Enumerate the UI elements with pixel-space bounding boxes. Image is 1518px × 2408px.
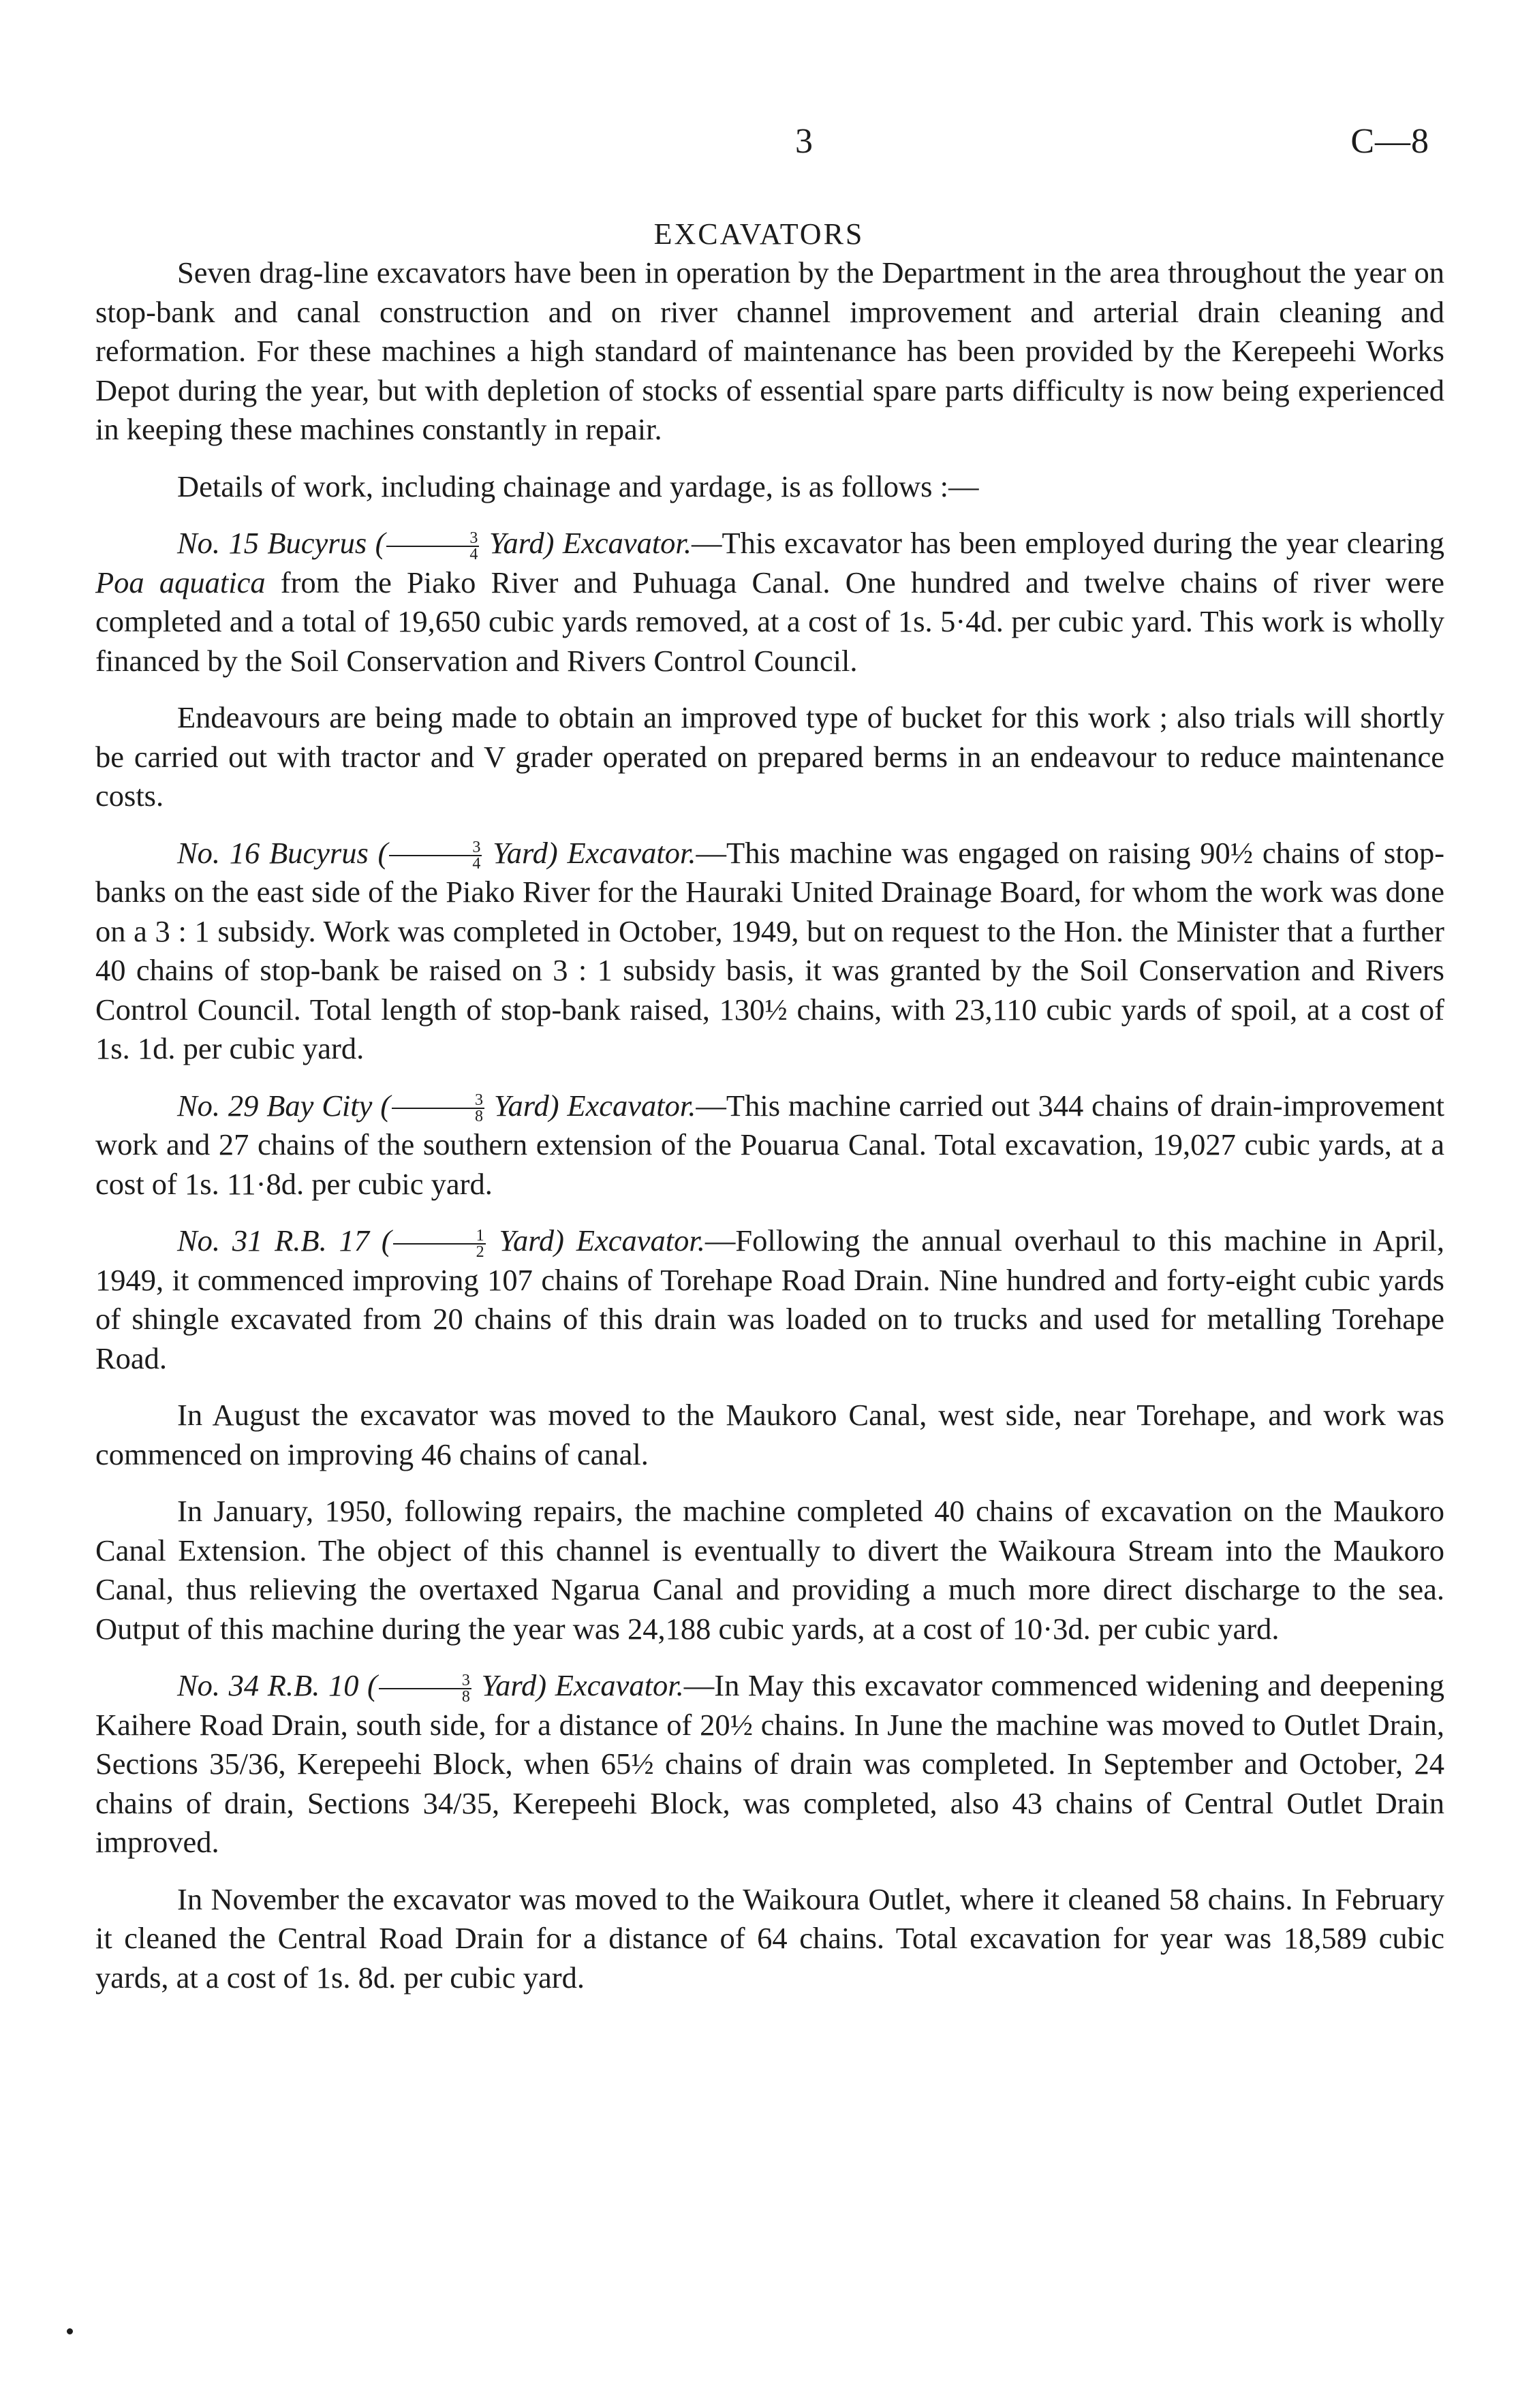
title-text: No. 29 Bay City ( (177, 1088, 391, 1123)
paragraph-text: from the Piako River and Puhuaga Canal. One hundred and twelve chains of river were completed and a total of 19,650 cubic yards removed, at a cost of 1s. 5·4d. per cubic yard. This work is wholly financed by the Soil Conservation and Rivers Control Council. (95, 565, 1444, 678)
fraction (393, 1228, 486, 1260)
fraction-denominator: 8 (461, 1687, 470, 1706)
paragraph-text: —This machine was engaged on raising 90½ chains of stop-banks on the east side of the Piako River for the Hauraki United Drainage Board, for whom the work was done on a 3 : 1 subsidy. Work was completed in October, 1949, but on request to the Hon. the Minister that a further 40 chains of stop-bank be raised on 3 : 1 subsidy basis, it was granted by the Soil Conservation and Rivers Control Council. Total length of stop-bank raised, 130½ chains, with 23,110 cubic yards of spoil, at a cost of 1s. 1d. per cubic yard. (95, 835, 1445, 1065)
species-name: Poa aquatica (95, 565, 266, 599)
document-reference: C—8 (1350, 122, 1429, 161)
paragraph-no16-bucyrus (95, 834, 1444, 1069)
title-text: Yard) Excavator. (486, 1223, 705, 1257)
fraction-numerator: 3 (379, 1673, 471, 1689)
page-number: 3 (795, 122, 813, 161)
title-text: No. 34 R.B. 10 ( (177, 1668, 377, 1702)
fraction (389, 840, 482, 871)
excavator-title-no29 (177, 1088, 696, 1126)
title-text: Yard) Excavator. (472, 1668, 684, 1702)
paragraph-no34-rb10 (95, 1666, 1444, 1862)
paragraph-intro: Seven drag-line excavators have been in operation by the Department in the area throughout the year on stop-bank and canal construction and on river channel improvement and arterial drain cleaning and reformation. For these machines a high standard of maintenance has been provided by the Kerepeehi Works Depot during the year, but with depletion of stocks of essential spare parts difficulty is now being experienced in keeping these machines constantly in repair. (95, 255, 1444, 446)
paragraph-january: In January, 1950, following repairs, the machine completed 40 chains of excavation on the Maukoro Canal Extension. The object of this channel is eventually to divert the Waikoura Stream into the Maukoro Canal, thus relieving the overtaxed Ngarua Canal and providing a much more direct discharge to the sea. Output of this machine during the year was 24,188 cubic yards, at a cost of 10·3d. per cubic yard. (95, 1494, 1444, 1646)
paragraph-november: In November the excavator was moved to the Waikoura Outlet, where it cleaned 58 chains. In February it cleaned the Central Road Drain for a distance of 64 chains. Total excavation for year was 18,589 cubic yards, at a cost of 1s. 8d. per cubic yard. (95, 1881, 1444, 1995)
paragraph-no31-rb17 (95, 1221, 1444, 1378)
title-text: Yard) Excavator. (480, 526, 692, 560)
fraction (379, 1673, 471, 1704)
paragraph-details: Details of work, including chainage and yardage, is as follows :— (177, 469, 979, 503)
excavator-title-no15 (177, 526, 692, 563)
paragraph-august: In August the excavator was moved to the Maukoro Canal, west side, near Torehape, and work was commenced on improving 46 chains of canal. (95, 1398, 1444, 1471)
fraction-denominator: 4 (469, 545, 478, 563)
paragraph-no29-bay-city (95, 1086, 1444, 1204)
paragraph-text: —Following the annual overhaul to this machine in April, 1949, it commenced improving 107 chains of Torehape Road Drain. Nine hundred and forty-eight cubic yards of shingle excavated from 20 chains of this drain was loaded on to trucks and used for metalling Torehape Road. (95, 1223, 1444, 1375)
fraction-denominator: 4 (472, 855, 481, 873)
section-heading: EXCAVATORS (653, 217, 865, 251)
fraction-numerator: 3 (386, 531, 479, 547)
fraction-denominator: 8 (475, 1108, 484, 1126)
fraction-numerator: 3 (389, 840, 482, 856)
body-text (95, 253, 1444, 2015)
paragraph-endeavours: Endeavours are being made to obtain an improved type of bucket for this work ; also trials will shortly be carried out with tractor and V grader operated on prepared berms in an endeavour to reduce maintenance costs. (95, 700, 1444, 813)
title-text: Yard) Excavator. (486, 1088, 696, 1123)
fraction (386, 531, 479, 562)
paragraph-text: —This excavator has been employed during the year clearing (691, 526, 1444, 560)
title-text: No. 15 Bucyrus ( (177, 526, 386, 560)
paragraph-no15-bucyrus (95, 524, 1444, 681)
paragraph-text: —This machine carried out 344 chains of drain-improvement work and 27 chains of the southern extension of the Pouarua Canal. Total excavation, 19,027 cubic yards, at a cost of 1s. 11·8d. per cubic yard. (95, 1088, 1444, 1201)
ink-dot-mark (67, 2328, 73, 2334)
title-text: Yard) Excavator. (483, 835, 696, 870)
excavator-title-no31 (177, 1223, 705, 1261)
fraction-denominator: 2 (476, 1242, 484, 1261)
title-text: No. 16 Bucyrus ( (177, 835, 388, 870)
excavator-title-no34 (177, 1668, 684, 1706)
excavator-title-no16 (177, 835, 696, 873)
fraction (392, 1093, 484, 1124)
fraction-numerator: 1 (393, 1228, 486, 1245)
title-text: No. 31 R.B. 17 ( (177, 1223, 392, 1257)
fraction-numerator: 3 (392, 1093, 484, 1109)
paragraph-text: —In May this excavator commenced widening and deepening Kaihere Road Drain, south side, for a distance of 20½ chains. In June the machine was moved to Outlet Drain, Sections 35/36, Kerepeehi Block, when 65½ chains of drain was completed. In September and October, 24 chains of drain, Sections 34/35, Kerepeehi Block, was completed, also 43 chains of Central Outlet Drain improved. (95, 1668, 1444, 1859)
